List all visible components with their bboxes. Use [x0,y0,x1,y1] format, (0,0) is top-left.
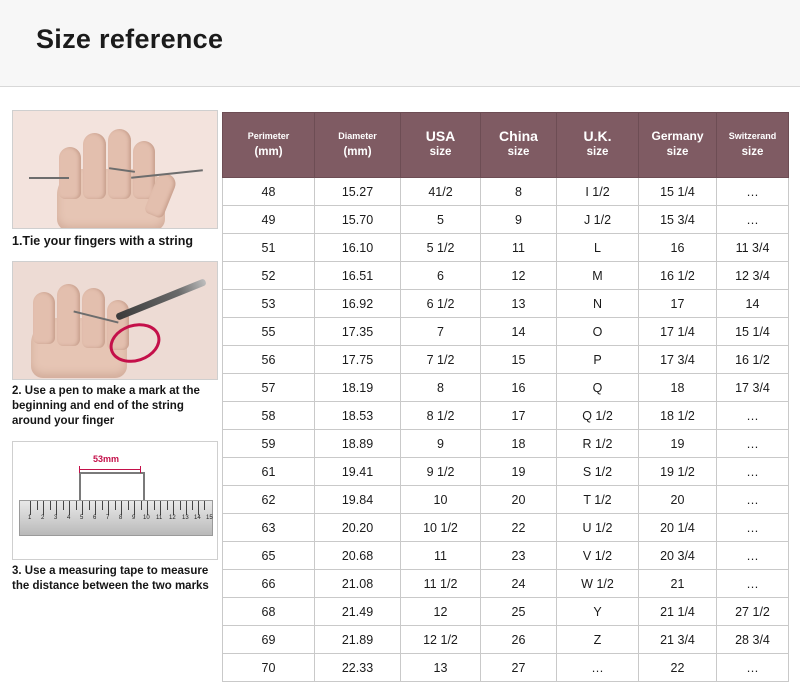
table-row [223,598,789,626]
table-row [223,514,789,542]
cell-uk: U 1/2 [557,514,639,542]
table-row [223,402,789,430]
cell-diameter: 16.92 [315,290,401,318]
cell-usa: 41/2 [401,178,481,206]
table-row [223,430,789,458]
cell-switzerland: … [717,514,789,542]
string-illustration [29,177,69,179]
table-row [223,542,789,570]
dimension-tick [79,466,80,473]
cell-diameter: 16.51 [315,262,401,290]
column-header-line1: Switzerand [728,131,777,141]
instruction-step-1-caption: 1.Tie your fingers with a string [12,234,194,248]
cell-china: 25 [481,598,557,626]
cell-diameter: 16.10 [315,234,401,262]
string-loop-illustration [79,472,145,502]
column-header-line1: U.K. [583,128,612,144]
column-header-switzerland [717,113,789,178]
page-header [0,0,800,87]
cell-china: 22 [481,514,557,542]
cell-uk: L [557,234,639,262]
cell-uk: Y [557,598,639,626]
cell-usa: 9 1/2 [401,458,481,486]
cell-switzerland: … [717,430,789,458]
table-row [223,262,789,290]
cell-perimeter: 48 [223,178,315,206]
finger-shape [33,292,55,344]
cell-china: 26 [481,626,557,654]
cell-diameter: 20.20 [315,514,401,542]
cell-usa: 9 [401,430,481,458]
instruction-step-2 [12,261,218,435]
column-header-line2: size [741,146,764,158]
column-header-china [481,113,557,178]
finger-shape [108,129,131,199]
cell-switzerland: … [717,458,789,486]
column-header-germany [639,113,717,178]
cell-usa: 10 [401,486,481,514]
cell-switzerland: … [717,178,789,206]
column-header-uk [557,113,639,178]
cell-germany: 15 3/4 [639,206,717,234]
cell-china: 23 [481,542,557,570]
page-title: Size reference [36,24,224,54]
instruction-step-1 [12,110,218,255]
cell-diameter: 18.53 [315,402,401,430]
cell-germany: 20 [639,486,717,514]
table-row [223,570,789,598]
pen-marking-photo [12,261,218,380]
column-header-line1: Perimeter [247,131,290,141]
cell-germany: 21 1/4 [639,598,717,626]
cell-germany: 21 3/4 [639,626,717,654]
cell-usa: 5 1/2 [401,234,481,262]
column-header-line2: size [586,146,609,158]
cell-usa: 6 [401,262,481,290]
cell-uk: Q [557,374,639,402]
cell-uk: V 1/2 [557,542,639,570]
instruction-step-3-caption: 3. Use a measuring tape to measure the distance between the two marks [12,565,209,592]
cell-perimeter: 66 [223,570,315,598]
column-header-line2: size [666,146,689,158]
cell-usa: 8 [401,374,481,402]
cell-usa: 5 [401,206,481,234]
column-header-diameter [315,113,401,178]
cell-uk: Z [557,626,639,654]
ruler-illustration: 1 2 3 4 5 6 7 8 9 10 11 12 13 14 15 [19,500,213,536]
cell-perimeter: 69 [223,626,315,654]
column-header-line1: China [499,128,538,144]
table-row [223,626,789,654]
cell-china: 11 [481,234,557,262]
column-header-line2: size [507,146,530,158]
cell-switzerland: 14 [717,290,789,318]
cell-perimeter: 51 [223,234,315,262]
cell-perimeter: 53 [223,290,315,318]
cell-germany: 18 1/2 [639,402,717,430]
cell-perimeter: 65 [223,542,315,570]
cell-switzerland: … [717,402,789,430]
table-row [223,234,789,262]
cell-diameter: 20.68 [315,542,401,570]
cell-switzerland: 12 3/4 [717,262,789,290]
cell-germany: 19 [639,430,717,458]
cell-switzerland: 15 1/4 [717,318,789,346]
cell-perimeter: 63 [223,514,315,542]
cell-uk: W 1/2 [557,570,639,598]
instruction-step-2-caption: 2. Use a pen to make a mark at the beginning and end of the string around your finger [12,385,200,427]
cell-germany: 16 1/2 [639,262,717,290]
ruler-measure-photo [12,441,218,560]
cell-china: 19 [481,458,557,486]
finger-shape [57,284,80,346]
cell-china: 8 [481,178,557,206]
cell-usa: 12 [401,598,481,626]
table-row [223,290,789,318]
cell-switzerland: … [717,206,789,234]
cell-china: 15 [481,346,557,374]
cell-diameter: 18.89 [315,430,401,458]
cell-china: 17 [481,402,557,430]
cell-uk: … [557,654,639,682]
cell-germany: 17 [639,290,717,318]
cell-perimeter: 56 [223,346,315,374]
cell-diameter: 17.35 [315,318,401,346]
dimension-line [79,469,141,470]
cell-usa: 7 [401,318,481,346]
table-body [223,178,789,682]
table-row [223,206,789,234]
cell-germany: 19 1/2 [639,458,717,486]
cell-diameter: 21.49 [315,598,401,626]
cell-diameter: 15.70 [315,206,401,234]
table-row [223,654,789,682]
cell-germany: 22 [639,654,717,682]
cell-china: 13 [481,290,557,318]
cell-usa: 12 1/2 [401,626,481,654]
cell-perimeter: 68 [223,598,315,626]
cell-china: 14 [481,318,557,346]
cell-uk: S 1/2 [557,458,639,486]
cell-switzerland: 27 1/2 [717,598,789,626]
cell-diameter: 21.89 [315,626,401,654]
cell-perimeter: 59 [223,430,315,458]
cell-perimeter: 61 [223,458,315,486]
instructions-column [12,110,218,606]
cell-perimeter: 57 [223,374,315,402]
cell-diameter: 19.41 [315,458,401,486]
finger-shape [59,147,81,199]
cell-diameter: 18.19 [315,374,401,402]
table-header-row [223,113,789,178]
cell-switzerland: 28 3/4 [717,626,789,654]
cell-usa: 11 [401,542,481,570]
cell-germany: 20 1/4 [639,514,717,542]
cell-germany: 21 [639,570,717,598]
cell-perimeter: 58 [223,402,315,430]
table-row [223,346,789,374]
column-header-line1: USA [425,128,456,144]
cell-switzerland: 17 3/4 [717,374,789,402]
column-header-line2: (mm) [254,146,283,158]
table-row [223,318,789,346]
cell-uk: J 1/2 [557,206,639,234]
column-header-line1: Diameter [338,131,377,141]
cell-switzerland: … [717,570,789,598]
column-header-line1: Germany [651,129,704,143]
table-row [223,178,789,206]
cell-uk: N [557,290,639,318]
cell-usa: 8 1/2 [401,402,481,430]
instruction-step-3 [12,441,218,600]
cell-perimeter: 62 [223,486,315,514]
cell-switzerland: 16 1/2 [717,346,789,374]
cell-switzerland: 11 3/4 [717,234,789,262]
cell-germany: 16 [639,234,717,262]
size-reference-table [222,112,789,682]
cell-diameter: 15.27 [315,178,401,206]
column-header-line2: (mm) [343,146,372,158]
cell-china: 16 [481,374,557,402]
cell-diameter: 19.84 [315,486,401,514]
cell-uk: T 1/2 [557,486,639,514]
cell-germany: 20 3/4 [639,542,717,570]
finger-shape [83,133,106,199]
column-header-perimeter [223,113,315,178]
cell-perimeter: 55 [223,318,315,346]
table-row [223,458,789,486]
table-head [223,113,789,178]
cell-germany: 18 [639,374,717,402]
cell-china: 18 [481,430,557,458]
cell-uk: Q 1/2 [557,402,639,430]
cell-china: 27 [481,654,557,682]
cell-diameter: 17.75 [315,346,401,374]
table-row [223,374,789,402]
size-reference-table-wrap [222,112,788,682]
cell-switzerland: … [717,542,789,570]
cell-china: 20 [481,486,557,514]
cell-diameter: 22.33 [315,654,401,682]
dimension-tick [140,466,141,473]
cell-switzerland: … [717,654,789,682]
hand-with-string-photo [12,110,218,229]
cell-usa: 6 1/2 [401,290,481,318]
ruler-measurement-label: 53mm [93,454,120,464]
cell-switzerland: … [717,486,789,514]
cell-china: 12 [481,262,557,290]
table-row [223,486,789,514]
cell-germany: 17 1/4 [639,318,717,346]
cell-uk: O [557,318,639,346]
cell-usa: 11 1/2 [401,570,481,598]
cell-uk: P [557,346,639,374]
cell-usa: 7 1/2 [401,346,481,374]
cell-perimeter: 49 [223,206,315,234]
cell-uk: I 1/2 [557,178,639,206]
column-header-usa [401,113,481,178]
cell-diameter: 21.08 [315,570,401,598]
cell-usa: 10 1/2 [401,514,481,542]
cell-usa: 13 [401,654,481,682]
cell-uk: M [557,262,639,290]
column-header-line2: size [429,146,452,158]
cell-china: 9 [481,206,557,234]
cell-germany: 15 1/4 [639,178,717,206]
cell-perimeter: 70 [223,654,315,682]
cell-perimeter: 52 [223,262,315,290]
cell-germany: 17 3/4 [639,346,717,374]
cell-china: 24 [481,570,557,598]
cell-uk: R 1/2 [557,430,639,458]
